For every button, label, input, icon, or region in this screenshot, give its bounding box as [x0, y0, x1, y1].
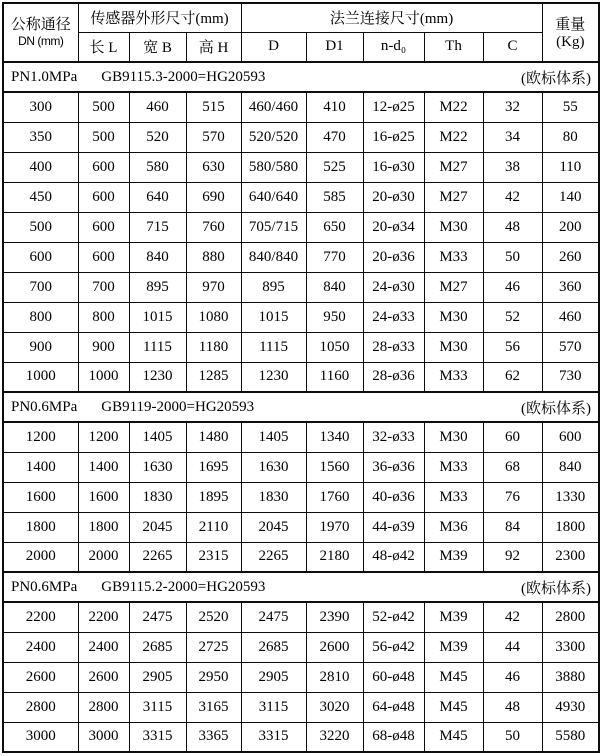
value-cell: 2950: [186, 662, 241, 692]
section-cell: [3, 62, 599, 92]
dn-cell: 1600: [3, 482, 78, 512]
value-cell: 56: [483, 332, 542, 362]
value-cell: M30: [424, 422, 483, 452]
table-row: [3, 182, 599, 212]
value-cell: 900: [78, 332, 129, 362]
value-cell: 2045: [241, 512, 306, 542]
value-cell: 92: [483, 542, 542, 572]
value-cell: 2315: [186, 542, 241, 572]
value-cell: 3165: [186, 692, 241, 722]
value-cell: 1630: [241, 452, 306, 482]
value-cell: 2400: [78, 632, 129, 662]
value-cell: 600: [78, 182, 129, 212]
value-cell: 840: [306, 272, 363, 302]
section-cell: [3, 572, 599, 602]
table-row: [3, 152, 599, 182]
value-cell: 1400: [78, 452, 129, 482]
value-cell: 3365: [186, 722, 241, 752]
value-cell: 46: [483, 272, 542, 302]
value-cell: 2520: [186, 602, 241, 632]
section-cell: [3, 392, 599, 422]
value-cell: M39: [424, 632, 483, 662]
dn-cell: 900: [3, 332, 78, 362]
table-row: [3, 302, 599, 332]
value-cell: 2685: [241, 632, 306, 662]
value-cell: 2685: [129, 632, 186, 662]
value-cell: 1830: [241, 482, 306, 512]
dn-cell: 2600: [3, 662, 78, 692]
value-cell: M33: [424, 452, 483, 482]
value-cell: 55: [542, 92, 599, 122]
value-cell: 2800: [78, 692, 129, 722]
value-cell: 500: [78, 92, 129, 122]
value-cell: 500: [78, 122, 129, 152]
section-standard: GB9119-2000=HG20593: [101, 398, 255, 415]
value-cell: 770: [306, 242, 363, 272]
value-cell: 460: [542, 302, 599, 332]
value-cell: 410: [306, 92, 363, 122]
value-cell: 1230: [129, 362, 186, 392]
value-cell: 68-ø48: [363, 722, 424, 752]
value-cell: 1895: [186, 482, 241, 512]
value-cell: M39: [424, 542, 483, 572]
header-sensor-group: 传感器外形尺寸(mm): [78, 3, 241, 32]
value-cell: 520/520: [241, 122, 306, 152]
value-cell: 525: [306, 152, 363, 182]
value-cell: 705/715: [241, 212, 306, 242]
dn-cell: 500: [3, 212, 78, 242]
value-cell: 630: [186, 152, 241, 182]
table-row: [3, 632, 599, 662]
value-cell: 64-ø48: [363, 692, 424, 722]
value-cell: M33: [424, 482, 483, 512]
section-standard: GB9115.2-2000=HG20593: [101, 578, 266, 595]
value-cell: 715: [129, 212, 186, 242]
value-cell: 12-ø25: [363, 92, 424, 122]
header-col-d1: D1: [306, 32, 363, 62]
value-cell: 2045: [129, 512, 186, 542]
value-cell: 16-ø30: [363, 152, 424, 182]
value-cell: 32: [483, 92, 542, 122]
value-cell: 1760: [306, 482, 363, 512]
value-cell: M45: [424, 722, 483, 752]
value-cell: 3020: [306, 692, 363, 722]
value-cell: 970: [186, 272, 241, 302]
value-cell: 1015: [241, 302, 306, 332]
dn-cell: 600: [3, 242, 78, 272]
value-cell: 600: [78, 152, 129, 182]
dn-cell: 3000: [3, 722, 78, 752]
table-row: [3, 452, 599, 482]
value-cell: 2265: [129, 542, 186, 572]
value-cell: 28-ø36: [363, 362, 424, 392]
dn-cell: 2000: [3, 542, 78, 572]
value-cell: 360: [542, 272, 599, 302]
value-cell: 42: [483, 182, 542, 212]
table-row: [3, 212, 599, 242]
value-cell: 1560: [306, 452, 363, 482]
value-cell: 1230: [241, 362, 306, 392]
value-cell: 1015: [129, 302, 186, 332]
value-cell: 3220: [306, 722, 363, 752]
value-cell: 2600: [78, 662, 129, 692]
value-cell: 2265: [241, 542, 306, 572]
header-col-th: Th: [424, 32, 483, 62]
value-cell: M27: [424, 182, 483, 212]
dn-cell: 1800: [3, 512, 78, 542]
value-cell: M30: [424, 212, 483, 242]
header-weight-unit: (Kg): [556, 33, 585, 50]
value-cell: 2725: [186, 632, 241, 662]
value-cell: M27: [424, 272, 483, 302]
table-row: [3, 722, 599, 752]
section-note: (欧标体系): [521, 580, 592, 597]
value-cell: 48: [483, 692, 542, 722]
value-cell: 24-ø33: [363, 302, 424, 332]
table-row: [3, 92, 599, 122]
value-cell: 110: [542, 152, 599, 182]
value-cell: 16-ø25: [363, 122, 424, 152]
value-cell: M22: [424, 92, 483, 122]
value-cell: 2000: [78, 542, 129, 572]
header-dn-unit: DN (mm): [18, 34, 64, 48]
value-cell: 260: [542, 242, 599, 272]
value-cell: 2110: [186, 512, 241, 542]
value-cell: 570: [542, 332, 599, 362]
header-col-height: 高 H: [186, 32, 241, 62]
value-cell: 1800: [542, 512, 599, 542]
dn-cell: 700: [3, 272, 78, 302]
value-cell: 20-ø30: [363, 182, 424, 212]
value-cell: 52: [483, 302, 542, 332]
value-cell: 800: [78, 302, 129, 332]
value-cell: 640/640: [241, 182, 306, 212]
value-cell: 3000: [78, 722, 129, 752]
table-row: [3, 122, 599, 152]
value-cell: 760: [186, 212, 241, 242]
value-cell: M45: [424, 662, 483, 692]
value-cell: 1630: [129, 452, 186, 482]
value-cell: 2300: [542, 542, 599, 572]
dn-cell: 450: [3, 182, 78, 212]
value-cell: 60: [483, 422, 542, 452]
table-header: [3, 3, 599, 62]
value-cell: M30: [424, 332, 483, 362]
section-note: (欧标体系): [521, 70, 592, 87]
section-standard: GB9115.3-2000=HG20593: [101, 68, 266, 85]
value-cell: 56-ø42: [363, 632, 424, 662]
dn-cell: 350: [3, 122, 78, 152]
value-cell: 600: [78, 242, 129, 272]
value-cell: 700: [78, 272, 129, 302]
value-cell: 2200: [78, 602, 129, 632]
value-cell: 470: [306, 122, 363, 152]
value-cell: 48: [483, 212, 542, 242]
value-cell: M33: [424, 362, 483, 392]
value-cell: 62: [483, 362, 542, 392]
value-cell: 520: [129, 122, 186, 152]
header-col-nd0: n-d₀: [363, 32, 424, 62]
value-cell: 2475: [241, 602, 306, 632]
value-cell: 50: [483, 722, 542, 752]
header-weight: [542, 3, 599, 62]
header-dn: [3, 3, 78, 62]
dn-cell: 2800: [3, 692, 78, 722]
value-cell: 1115: [129, 332, 186, 362]
value-cell: 3115: [129, 692, 186, 722]
header-flange-group: 法兰连接尺寸(mm): [241, 3, 542, 32]
value-cell: 1160: [306, 362, 363, 392]
value-cell: 1970: [306, 512, 363, 542]
dn-cell: 400: [3, 152, 78, 182]
section-pressure: PN0.6MPa: [11, 578, 78, 595]
header-sub-row: [3, 32, 599, 62]
value-cell: 20-ø34: [363, 212, 424, 242]
table-row: [3, 692, 599, 722]
value-cell: 1830: [129, 482, 186, 512]
value-cell: M33: [424, 242, 483, 272]
value-cell: 2810: [306, 662, 363, 692]
value-cell: 2905: [129, 662, 186, 692]
value-cell: 28-ø33: [363, 332, 424, 362]
table-row: [3, 662, 599, 692]
value-cell: 1340: [306, 422, 363, 452]
value-cell: 38: [483, 152, 542, 182]
value-cell: 640: [129, 182, 186, 212]
section-note: (欧标体系): [521, 400, 592, 417]
value-cell: 2800: [542, 602, 599, 632]
value-cell: 50: [483, 242, 542, 272]
value-cell: 34: [483, 122, 542, 152]
table-row: [3, 422, 599, 452]
value-cell: 585: [306, 182, 363, 212]
dn-cell: 1200: [3, 422, 78, 452]
value-cell: 1800: [78, 512, 129, 542]
table-row: [3, 242, 599, 272]
value-cell: 840/840: [241, 242, 306, 272]
value-cell: 1000: [78, 362, 129, 392]
dn-cell: 300: [3, 92, 78, 122]
header-dn-title: 公称通径: [10, 17, 71, 33]
value-cell: 1050: [306, 332, 363, 362]
value-cell: 1180: [186, 332, 241, 362]
value-cell: 52-ø42: [363, 602, 424, 632]
value-cell: 5580: [542, 722, 599, 752]
value-cell: M36: [424, 512, 483, 542]
value-cell: 580/580: [241, 152, 306, 182]
value-cell: 515: [186, 92, 241, 122]
value-cell: M39: [424, 602, 483, 632]
value-cell: 1330: [542, 482, 599, 512]
value-cell: 1695: [186, 452, 241, 482]
value-cell: 460/460: [241, 92, 306, 122]
value-cell: 1405: [129, 422, 186, 452]
table-row: [3, 512, 599, 542]
value-cell: 2390: [306, 602, 363, 632]
value-cell: 42: [483, 602, 542, 632]
dn-cell: 1400: [3, 452, 78, 482]
section-row: [3, 62, 599, 92]
value-cell: 200: [542, 212, 599, 242]
value-cell: 690: [186, 182, 241, 212]
value-cell: 880: [186, 242, 241, 272]
value-cell: 80: [542, 122, 599, 152]
value-cell: 48-ø42: [363, 542, 424, 572]
table-row: [3, 542, 599, 572]
value-cell: 3300: [542, 632, 599, 662]
value-cell: 1600: [78, 482, 129, 512]
value-cell: 36-ø36: [363, 452, 424, 482]
value-cell: 1285: [186, 362, 241, 392]
value-cell: 68: [483, 452, 542, 482]
value-cell: 40-ø36: [363, 482, 424, 512]
value-cell: 20-ø36: [363, 242, 424, 272]
value-cell: 24-ø30: [363, 272, 424, 302]
dn-cell: 2200: [3, 602, 78, 632]
value-cell: 2475: [129, 602, 186, 632]
value-cell: M45: [424, 692, 483, 722]
section-row: [3, 392, 599, 422]
value-cell: 895: [241, 272, 306, 302]
value-cell: 3880: [542, 662, 599, 692]
value-cell: 895: [129, 272, 186, 302]
value-cell: 4930: [542, 692, 599, 722]
dn-cell: 800: [3, 302, 78, 332]
header-col-c: C: [483, 32, 542, 62]
section-pressure: PN0.6MPa: [11, 398, 78, 415]
value-cell: 950: [306, 302, 363, 332]
dn-cell: 1000: [3, 362, 78, 392]
value-cell: 3315: [129, 722, 186, 752]
value-cell: 140: [542, 182, 599, 212]
value-cell: 600: [78, 212, 129, 242]
value-cell: 2180: [306, 542, 363, 572]
header-col-width: 宽 B: [129, 32, 186, 62]
value-cell: 580: [129, 152, 186, 182]
value-cell: 2905: [241, 662, 306, 692]
value-cell: 60-ø48: [363, 662, 424, 692]
value-cell: 46: [483, 662, 542, 692]
value-cell: 44-ø39: [363, 512, 424, 542]
value-cell: 2600: [306, 632, 363, 662]
table-row: [3, 272, 599, 302]
section-row: [3, 572, 599, 602]
header-weight-title: 重量: [555, 16, 586, 33]
header-col-d: D: [241, 32, 306, 62]
value-cell: 32-ø33: [363, 422, 424, 452]
table-row: [3, 482, 599, 512]
value-cell: 600: [542, 422, 599, 452]
value-cell: 3315: [241, 722, 306, 752]
value-cell: M30: [424, 302, 483, 332]
value-cell: 1115: [241, 332, 306, 362]
table-row: [3, 362, 599, 392]
header-group-row: [3, 3, 599, 32]
value-cell: M27: [424, 152, 483, 182]
value-cell: 1080: [186, 302, 241, 332]
value-cell: 76: [483, 482, 542, 512]
table-row: [3, 332, 599, 362]
dn-cell: 2400: [3, 632, 78, 662]
value-cell: 3115: [241, 692, 306, 722]
spec-table: [2, 2, 600, 753]
value-cell: 730: [542, 362, 599, 392]
value-cell: 840: [542, 452, 599, 482]
table-body: [3, 62, 599, 752]
value-cell: 1200: [78, 422, 129, 452]
value-cell: 1405: [241, 422, 306, 452]
value-cell: 570: [186, 122, 241, 152]
header-col-length: 长 L: [78, 32, 129, 62]
section-pressure: PN1.0MPa: [11, 68, 78, 85]
value-cell: 650: [306, 212, 363, 242]
value-cell: 84: [483, 512, 542, 542]
value-cell: 460: [129, 92, 186, 122]
value-cell: 1480: [186, 422, 241, 452]
value-cell: M22: [424, 122, 483, 152]
value-cell: 44: [483, 632, 542, 662]
table-row: [3, 602, 599, 632]
value-cell: 840: [129, 242, 186, 272]
